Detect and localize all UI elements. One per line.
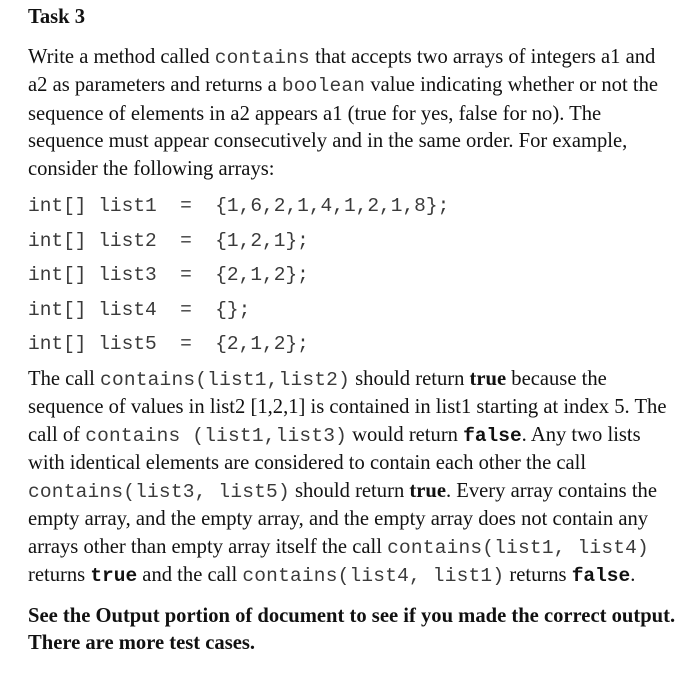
body-text: The call [28,367,101,390]
code-line: int[] list2 = {1,2,1}; [28,229,309,252]
body-text: . [630,564,636,586]
code-line: int[] list1 = {1,6,2,1,4,1,2,1,8}; [28,195,450,217]
intro-text: value indicating whether or not the sequence of elements in a2 appears a1 (true for yes, false for no). The sequence must appear consecutively and in the same order. For example, consider the following arrays: [28,74,659,180]
intro-text: that accepts two arrays of integers a1 and a2 as parameters and returns a [28,45,656,96]
body-text: because the sequence of values in list2 [1,2,1] is contained in list1 starting at index 5. The call of [28,367,667,446]
inline-code: contains (list1,list3) [85,424,348,447]
bold-value: true [409,479,446,502]
code-line: int[] list3 = {2,1,2}; [28,264,309,286]
body-text: returns [28,564,91,586]
code-line: int[] list5 = {2,1,2}; [28,333,309,355]
code-example [28,189,678,362]
inline-code: contains(list3, list5) [28,480,290,503]
inline-code: contains(list1,list2) [100,368,350,391]
bold-code-value: true [90,565,138,587]
intro-text: Write a method called [28,45,215,68]
explanation-paragraph [28,366,678,591]
body-text: should return [350,367,470,390]
method-name: contains [214,46,310,69]
body-text: would return [347,423,464,446]
body-text: returns [504,564,572,586]
code-line: int[] list4 = {}; [28,298,251,321]
task-description [28,44,678,184]
output-note: See the Output portion of document to see if you made the correct output. There are more test cases. [28,604,676,654]
task-title: Task 3 [28,6,86,28]
body-text: . Any two lists with identical elements are considered to contain each other the call [28,423,641,474]
inline-code: contains(list1, list4) [387,536,649,559]
inline-code: contains(list4, list1) [242,565,505,587]
document-page [28,4,678,658]
bold-code-value: false [571,565,631,587]
body-text: . Every array contains the empty array, and the empty array, and the empty array does not contain any arrays other than empty array itself the call [28,479,657,558]
body-text: and the call [137,564,243,586]
bold-value: true [469,367,507,390]
bold-code-value: false [463,424,522,447]
body-text: should return [289,479,410,502]
return-type: boolean [281,75,366,97]
